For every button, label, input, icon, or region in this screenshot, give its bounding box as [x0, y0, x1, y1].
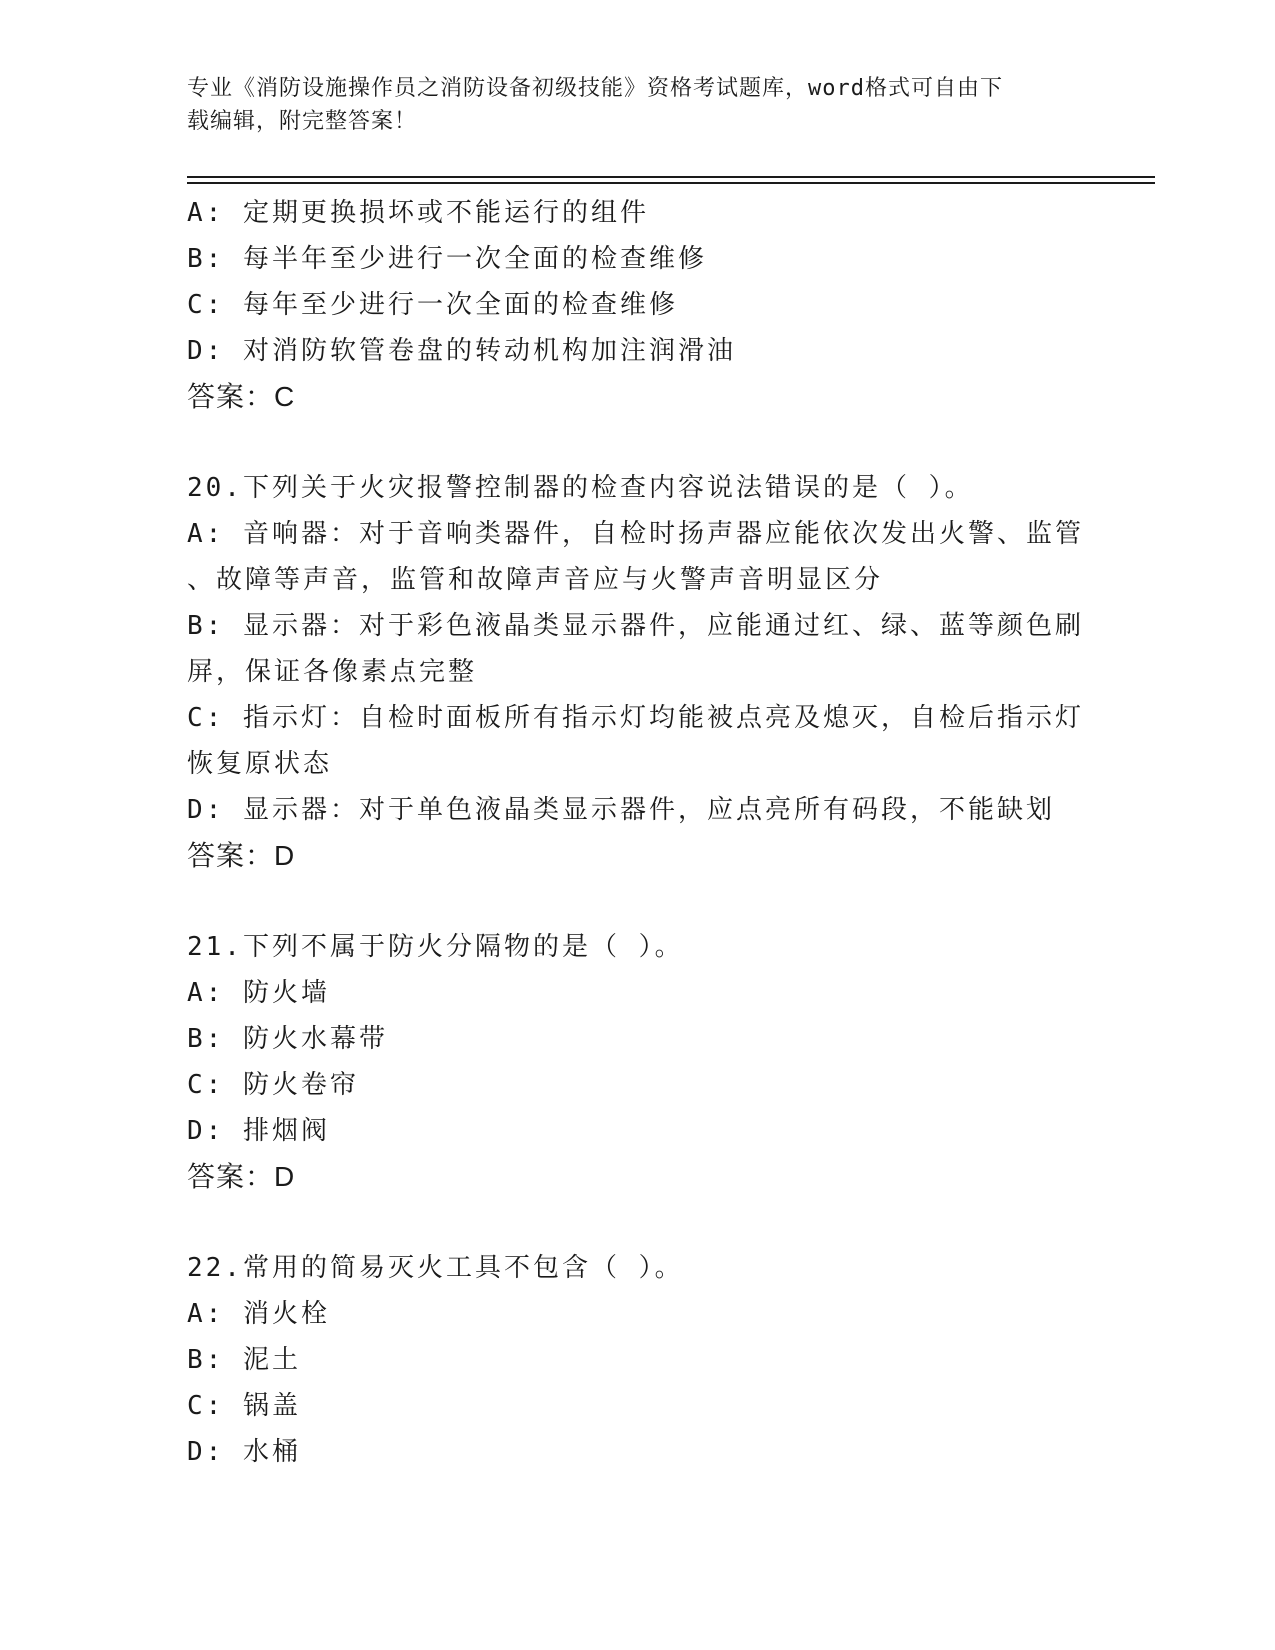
answer-line: 答案：C [187, 381, 296, 412]
option-d: D: 对消防软管卷盘的转动机构加注润滑油 [187, 336, 736, 366]
option-d: D: 排烟阀 [187, 1116, 330, 1146]
question-list [187, 190, 1087, 1475]
option-a: A: 消火栓 [187, 1299, 330, 1329]
answer-line: 答案：D [187, 1161, 296, 1192]
document-header [187, 72, 1067, 138]
answer-line: 答案：D [187, 840, 296, 871]
option-b: B: 防火水幕带 [187, 1024, 388, 1054]
option-d-line-1: D: 显示器：对于单色液晶类显示器件，应点亮所有码段，不能缺划 [187, 795, 1055, 825]
option-c-line-1: C: 指示灯：自检时面板所有指示灯均能被点亮及熄灭，自检后指示灯 [187, 703, 1084, 733]
option-c-line-2: 恢复原状态 [187, 749, 333, 779]
spacer [187, 420, 1087, 465]
question-22 [187, 1245, 1087, 1475]
option-b-line-2: 屏，保证各像素点完整 [187, 657, 478, 687]
option-a-line-2: 、故障等声音，监管和故障声音应与火警声音明显区分 [187, 565, 884, 595]
option-c: C: 每年至少进行一次全面的检查维修 [187, 290, 678, 320]
option-d: D: 水桶 [187, 1437, 301, 1467]
question-stem: 22.常用的简易灭火工具不包含（ ）。 [187, 1253, 684, 1283]
question-19-continued [187, 190, 1087, 420]
spacer [187, 879, 1087, 924]
header-rule-bottom [187, 182, 1155, 184]
question-stem: 21.下列不属于防火分隔物的是（ ）。 [187, 932, 684, 962]
question-20 [187, 465, 1087, 879]
spacer [187, 1200, 1087, 1245]
option-a: A: 防火墙 [187, 978, 330, 1008]
question-stem: 20.下列关于火灾报警控制器的检查内容说法错误的是（ ）。 [187, 473, 974, 503]
option-c: C: 防火卷帘 [187, 1070, 359, 1100]
option-b: B: 每半年至少进行一次全面的检查维修 [187, 244, 707, 274]
option-c: C: 锅盖 [187, 1391, 301, 1421]
option-a-line-1: A: 音响器：对于音响类器件，自检时扬声器应能依次发出火警、监管 [187, 519, 1084, 549]
question-21 [187, 924, 1087, 1200]
header-line-2: 载编辑，附完整答案！ [187, 109, 418, 134]
header-line-1: 专业《消防设施操作员之消防设备初级技能》资格考试题库，word格式可自由下 [187, 76, 1003, 101]
option-a: A: 定期更换损坏或不能运行的组件 [187, 198, 649, 228]
option-b: B: 泥土 [187, 1345, 301, 1375]
header-rule-top [187, 176, 1155, 178]
option-b-line-1: B: 显示器：对于彩色液晶类显示器件，应能通过红、绿、蓝等颜色刷 [187, 611, 1084, 641]
